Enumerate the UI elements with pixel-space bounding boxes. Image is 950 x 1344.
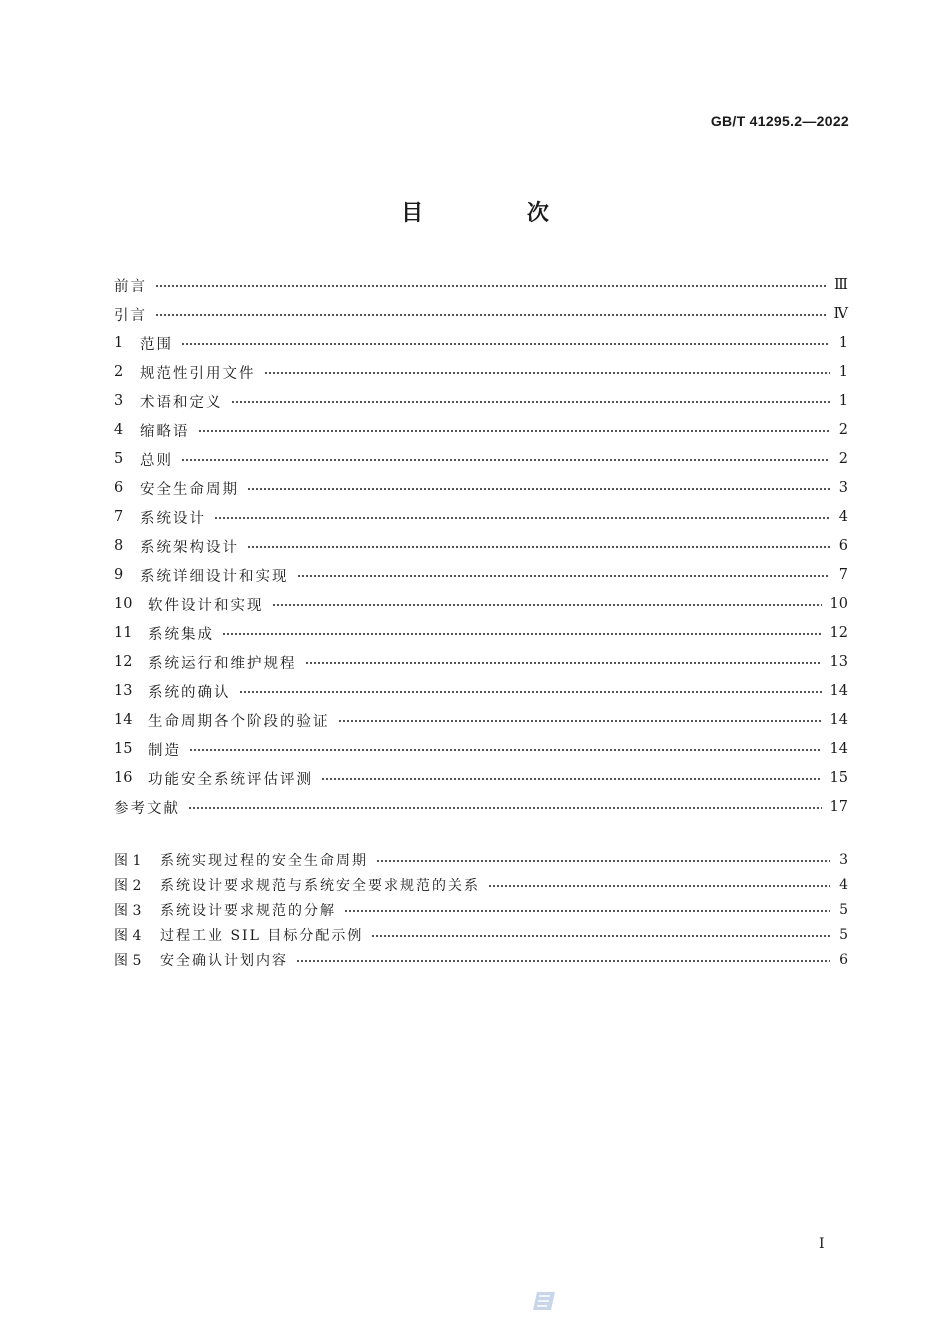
toc-entry[interactable]: [114, 679, 848, 703]
standard-code: GB/T 41295.2—2022: [710, 113, 849, 129]
leader-dots: [189, 743, 822, 757]
toc-entry-label: 引言: [114, 307, 147, 324]
toc-entry-label: 系统的确认: [148, 684, 231, 701]
leader-dots: [247, 540, 830, 554]
page-number: Ⅰ: [819, 1236, 825, 1252]
figure-label: 系统设计要求规范与系统安全要求规范的关系: [160, 878, 480, 894]
toc-entry-label: 参考文献: [114, 800, 180, 817]
figure-entry[interactable]: [114, 924, 848, 946]
toc-entry-number: 10: [114, 596, 133, 612]
figure-page: 4: [839, 877, 848, 893]
page-title: 目 次: [401, 201, 597, 226]
toc-entry-number: 3: [114, 393, 124, 409]
toc-entry-number: 15: [114, 741, 133, 757]
toc-entry[interactable]: [114, 418, 848, 442]
toc-entry-label: 系统架构设计: [140, 539, 239, 556]
toc-entry-number: 16: [114, 770, 133, 786]
toc-entry-label: 缩略语: [140, 423, 190, 440]
figure-entry[interactable]: [114, 949, 848, 971]
toc-entry-page: 1: [838, 335, 848, 351]
toc-entry-page: 2: [838, 451, 848, 467]
figure-number: 图 5: [114, 953, 142, 969]
toc-entry-label: 规范性引用文件: [140, 365, 256, 382]
figure-label: 过程工业 SIL 目标分配示例: [160, 928, 364, 944]
toc-entry-label: 范围: [140, 336, 173, 353]
toc-entry-label: 前言: [114, 278, 147, 295]
toc-entry-number: 8: [114, 538, 124, 554]
toc-entry-page: 12: [829, 625, 848, 641]
figure-number: 图 4: [114, 928, 142, 944]
figure-page: 6: [839, 952, 848, 968]
toc-entry-label: 术语和定义: [140, 394, 223, 411]
leader-dots: [181, 453, 830, 467]
figure-label: 安全确认计划内容: [160, 953, 288, 969]
leader-dots: [155, 279, 826, 293]
toc-entry-label: 系统运行和维护规程: [148, 655, 297, 672]
toc-entry-label: 总则: [140, 452, 173, 469]
toc-entry-number: 12: [114, 654, 133, 670]
leader-dots: [155, 308, 826, 322]
leader-dots: [305, 656, 822, 670]
leader-dots: [181, 337, 830, 351]
toc-entry[interactable]: [114, 621, 848, 645]
leader-dots: [371, 929, 830, 943]
toc-entry-page: 1: [838, 393, 848, 409]
toc-entry-number: 6: [114, 480, 124, 496]
toc-entry[interactable]: [114, 795, 848, 819]
toc-entry-page: Ⅳ: [833, 306, 848, 322]
leader-dots: [239, 685, 822, 699]
figure-page: 5: [839, 927, 848, 943]
toc-entry-label: 系统集成: [148, 626, 214, 643]
toc-entry[interactable]: [114, 708, 848, 732]
toc-entry-number: 2: [114, 364, 124, 380]
leader-dots: [338, 714, 822, 728]
toc-entry-page: 10: [829, 596, 848, 612]
toc-entry-label: 系统详细设计和实现: [140, 568, 289, 585]
toc-entry-number: 7: [114, 509, 124, 525]
toc-entry[interactable]: [114, 447, 848, 471]
toc-entry-page: 2: [838, 422, 848, 438]
toc-entry-page: 1: [838, 364, 848, 380]
toc-entry[interactable]: [114, 273, 848, 297]
toc-entry-page: 15: [829, 770, 848, 786]
publisher-logo-icon: [531, 1290, 557, 1312]
toc-entry-number: 1: [114, 335, 124, 351]
figure-label: 系统设计要求规范的分解: [160, 903, 336, 919]
toc-entry-label: 生命周期各个阶段的验证: [148, 713, 330, 730]
leader-dots: [321, 772, 822, 786]
toc-entry-page: 7: [838, 567, 848, 583]
leader-dots: [198, 424, 831, 438]
toc-entry-page: 3: [838, 480, 848, 496]
toc-entry[interactable]: [114, 302, 848, 326]
toc-entry-page: 17: [829, 799, 848, 815]
toc-entry-page: Ⅲ: [834, 277, 848, 293]
toc-entry-page: 6: [838, 538, 848, 554]
toc-entry-page: 4: [838, 509, 848, 525]
toc-entry-page: 14: [829, 712, 848, 728]
leader-dots: [188, 801, 822, 815]
figure-page: 3: [839, 852, 848, 868]
figure-page: 5: [839, 902, 848, 918]
toc-entry-number: 11: [114, 625, 133, 641]
leader-dots: [231, 395, 831, 409]
toc-entry[interactable]: [114, 737, 848, 761]
leader-dots: [272, 598, 822, 612]
leader-dots: [247, 482, 830, 496]
toc-entry-number: 5: [114, 451, 124, 467]
toc-entry[interactable]: [114, 766, 848, 790]
toc-entry[interactable]: [114, 331, 848, 355]
figure-number: 图 1: [114, 853, 142, 869]
figure-entry[interactable]: [114, 899, 848, 921]
leader-dots: [296, 954, 830, 968]
toc-entry-page: 14: [829, 683, 848, 699]
leader-dots: [222, 627, 822, 641]
figure-entry[interactable]: [114, 849, 848, 871]
toc-entry-label: 制造: [148, 742, 181, 759]
toc-entry-number: 9: [114, 567, 124, 583]
figure-number: 图 3: [114, 903, 142, 919]
toc-entry[interactable]: [114, 505, 848, 529]
figure-label: 系统实现过程的安全生命周期: [160, 853, 368, 869]
leader-dots: [214, 511, 830, 525]
toc-entry[interactable]: [114, 563, 848, 587]
figure-entry[interactable]: [114, 874, 848, 896]
leader-dots: [264, 366, 831, 380]
toc-entry-label: 功能安全系统评估评测: [148, 771, 313, 788]
toc-entry[interactable]: [114, 389, 848, 413]
toc-entry-label: 系统设计: [140, 510, 206, 527]
toc-entry[interactable]: [114, 592, 848, 616]
toc-entry[interactable]: [114, 360, 848, 384]
toc-entry-page: 14: [829, 741, 848, 757]
leader-dots: [488, 879, 830, 893]
leader-dots: [376, 854, 830, 868]
leader-dots: [344, 904, 830, 918]
leader-dots: [297, 569, 831, 583]
toc-entry[interactable]: [114, 476, 848, 500]
toc-entry-label: 安全生命周期: [140, 481, 239, 498]
toc-entry-number: 14: [114, 712, 133, 728]
toc-entry[interactable]: [114, 650, 848, 674]
toc-entry-number: 13: [114, 683, 133, 699]
toc-entry-label: 软件设计和实现: [148, 597, 264, 614]
toc-entry-number: 4: [114, 422, 124, 438]
toc-entry-page: 13: [829, 654, 848, 670]
toc-entry[interactable]: [114, 534, 848, 558]
figure-number: 图 2: [114, 878, 142, 894]
